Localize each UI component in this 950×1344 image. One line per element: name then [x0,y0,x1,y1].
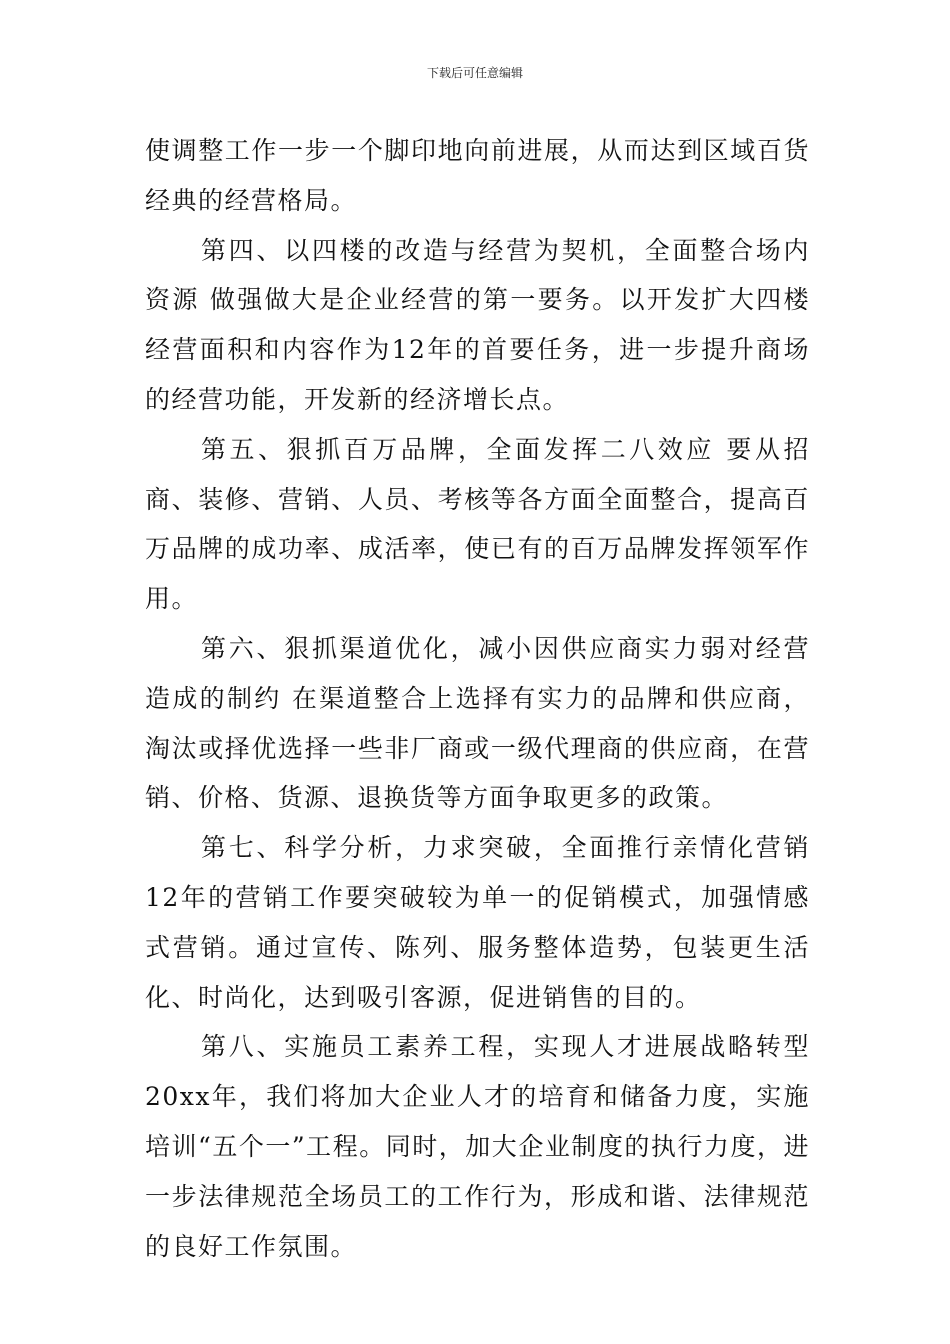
document-body [145,126,810,1271]
page-header: 下载后可任意编辑 [426,66,523,80]
paragraph-point-five: 第五、狠抓百万品牌，全面发挥二八效应 要从招商、装修、营销、人员、考核等各方面全面整合，提高百万品牌的成功率、成活率，使已有的百万品牌发挥领军作用。 [145,434,810,614]
paragraph-point-six: 第六、狠抓渠道优化，减小因供应商实力弱对经营造成的制约 在渠道整合上选择有实力的品牌和供应商，淘汰或择优选择一些非厂商或一级代理商的供应商，在营销、价格、货源、退换货等方面争取更多的政策。 [145,633,810,813]
paragraph-point-eight: 第八、实施员工素养工程，实现人才进展战略转型 20xx年，我们将加大企业人才的培育和储备力度，实施培训“五个一”工程。同时，加大企业制度的执行力度，进一步法律规范全场员工的工作行为，形成和谐、法律规范的良好工作氛围。 [145,1032,810,1261]
paragraph-continuation: 使调整工作一步一个脚印地向前进展，从而达到区域百货经典的经营格局。 [145,136,810,215]
paragraph-point-seven: 第七、科学分析，力求突破，全面推行亲情化营销 12年的营销工作要突破较为单一的促销模式，加强情感式营销。通过宣传、陈列、服务整体造势，包装更生活化、时尚化，达到吸引客源，促进销售的目的。 [145,833,810,1012]
paragraph-point-four: 第四、以四楼的改造与经营为契机，全面整合场内资源 做强做大是企业经营的第一要务。以开发扩大四楼经营面积和内容作为12年的首要任务，进一步提升商场的经营功能，开发新的经济增长点。 [145,235,810,414]
